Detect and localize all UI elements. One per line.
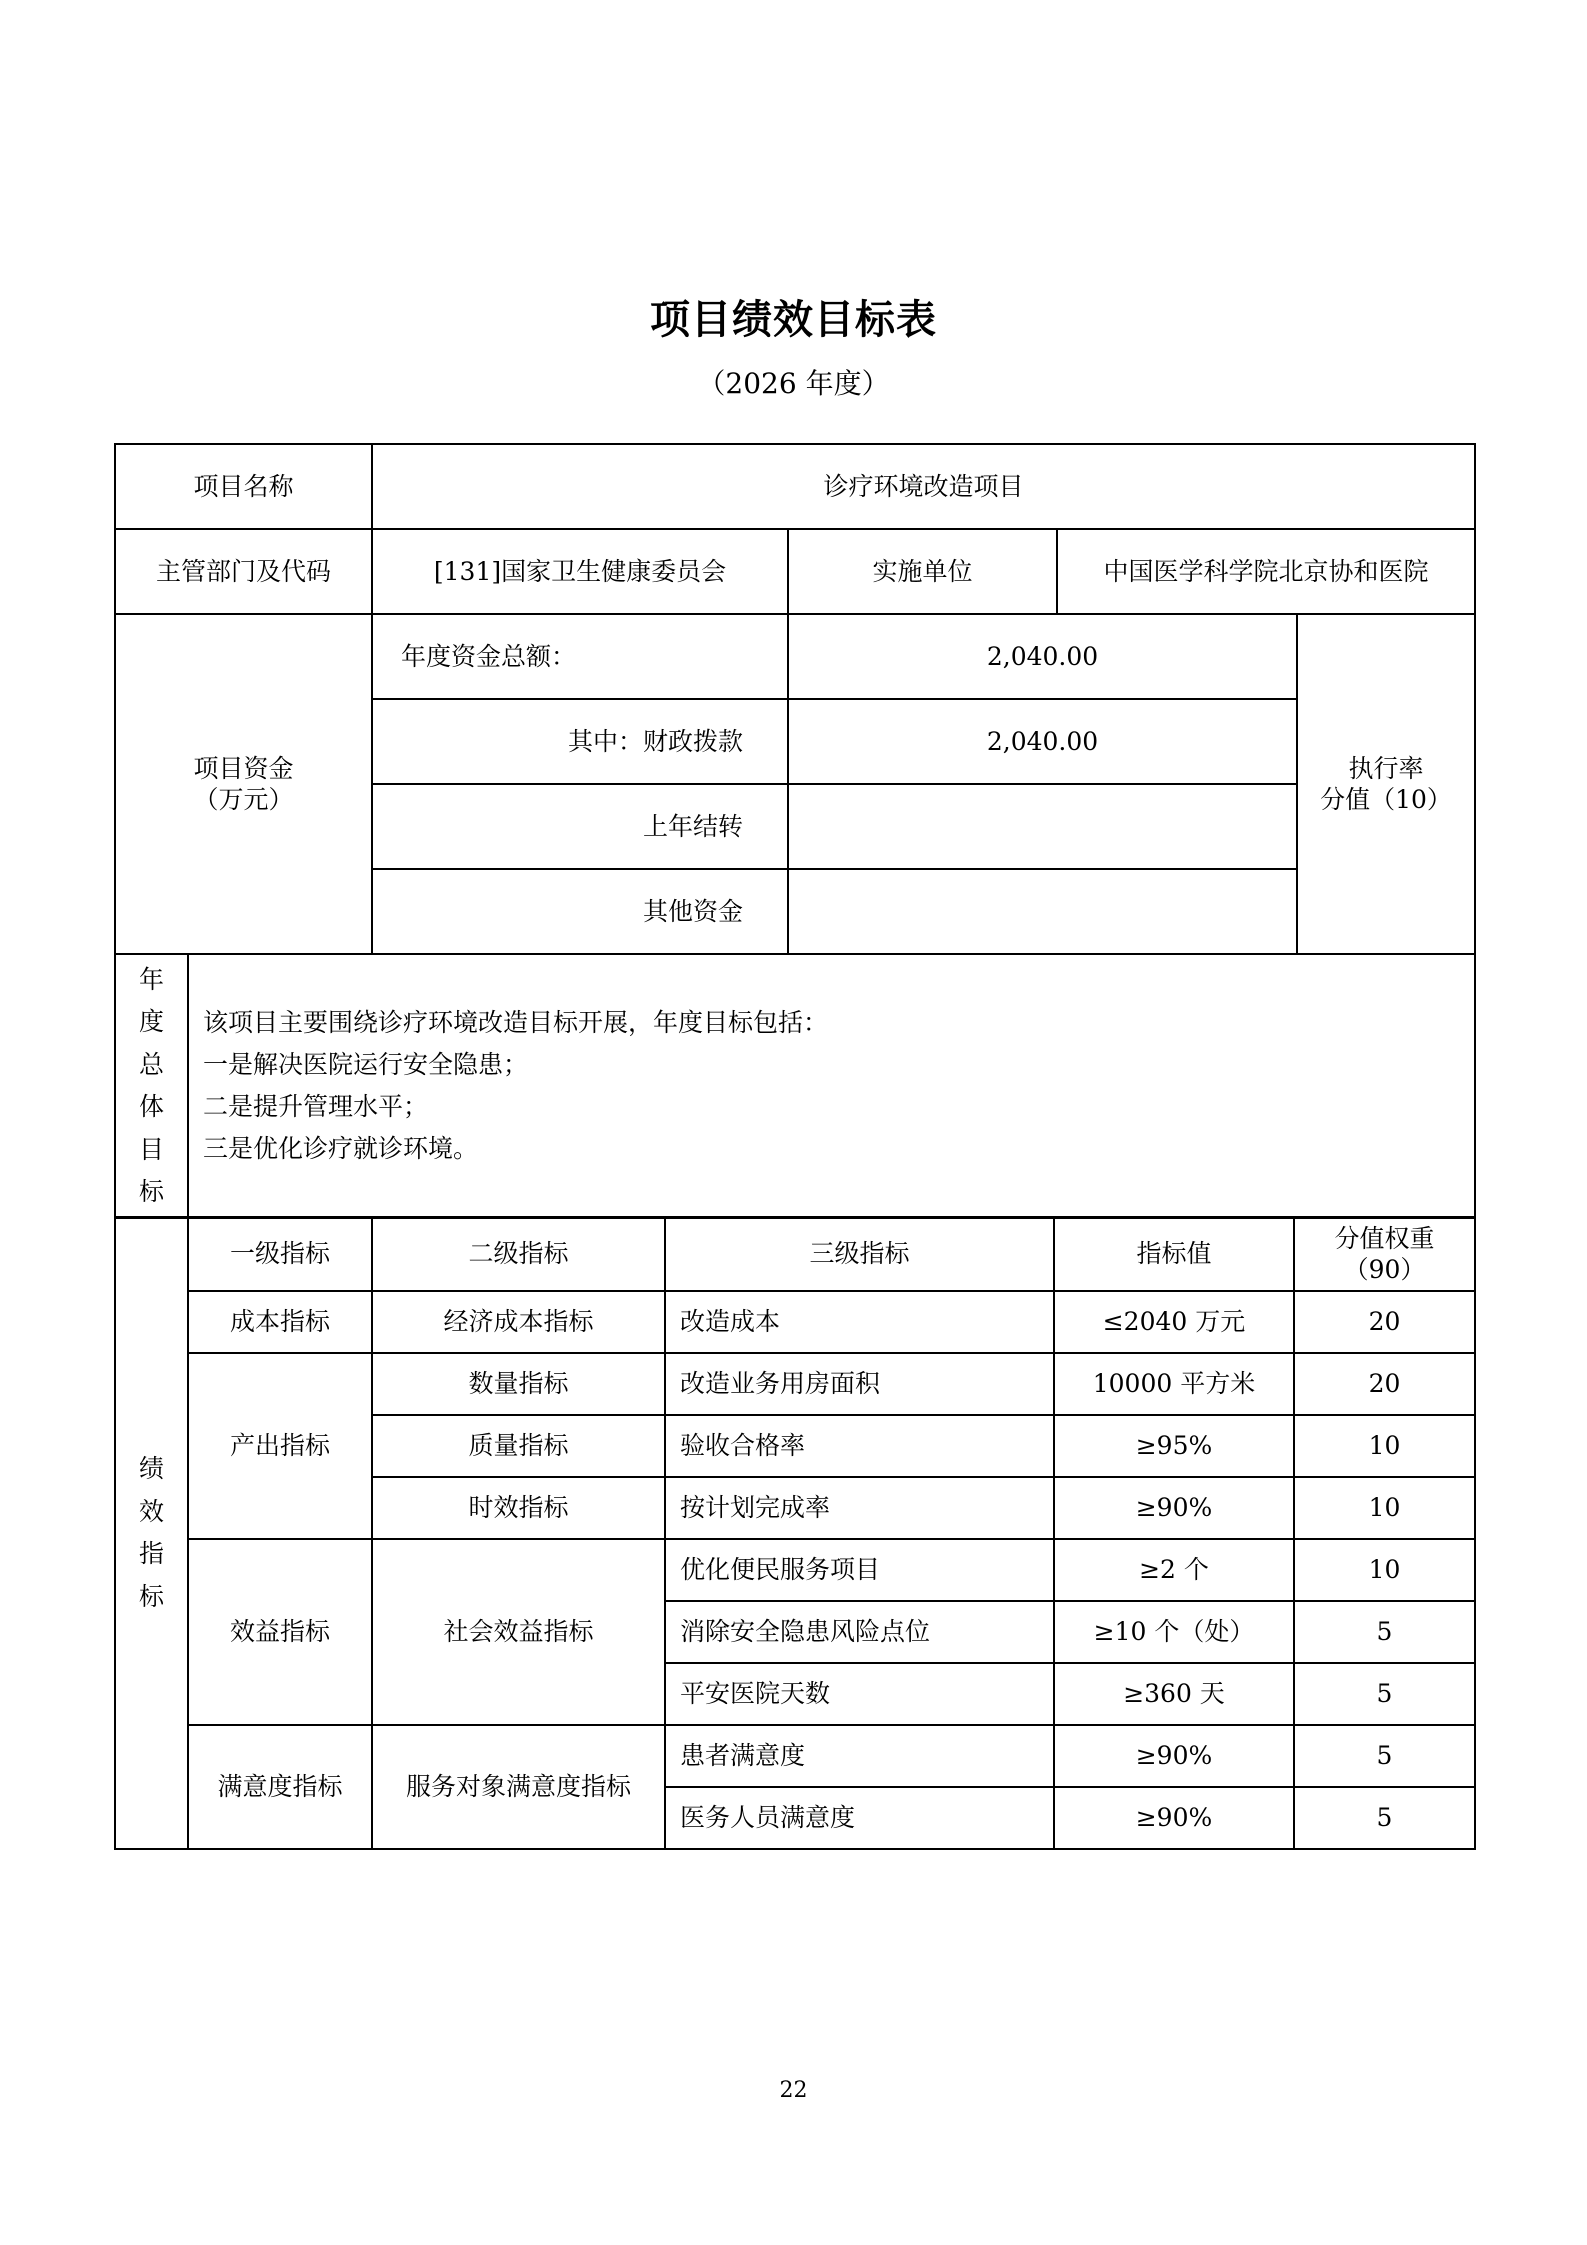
level3-cell: 优化便民服务项目 xyxy=(665,1539,1054,1601)
project-funds-label-line2: （万元） xyxy=(193,785,294,814)
level2-cell: 经济成本指标 xyxy=(372,1291,665,1353)
implementing-unit-value: 中国医学科学院北京协和医院 xyxy=(1057,529,1475,614)
execution-rate-score xyxy=(1297,614,1475,954)
project-funds-label xyxy=(115,614,372,954)
annual-objectives-row xyxy=(115,954,1475,1218)
indicator-value: ≥90% xyxy=(1054,1725,1294,1787)
objective-line: 一是解决医院运行安全隐患； xyxy=(203,1050,529,1079)
level3-cell: 改造业务用房面积 xyxy=(665,1353,1054,1415)
page-number: 22 xyxy=(779,2078,808,2103)
execution-rate-line2: 分值（10） xyxy=(1320,785,1452,814)
level3-cell: 患者满意度 xyxy=(665,1725,1054,1787)
indicator-weight: 5 xyxy=(1294,1787,1475,1849)
page-subtitle: （2026 年度） xyxy=(697,367,890,400)
indicator-weight: 5 xyxy=(1294,1601,1475,1663)
objective-line: 二是提升管理水平； xyxy=(203,1092,429,1121)
level2-cell: 质量指标 xyxy=(372,1415,665,1477)
level1-cell: 成本指标 xyxy=(188,1291,372,1353)
objectives-label-char: 目 xyxy=(138,1134,164,1164)
project-name-row xyxy=(115,444,1475,529)
indicator-row xyxy=(115,1539,1475,1601)
fund-total-value: 2,040.00 xyxy=(788,614,1297,699)
objective-line: 该项目主要围绕诊疗环境改造目标开展，年度目标包括： xyxy=(203,1008,829,1037)
indicators-label-char: 指 xyxy=(138,1539,164,1568)
fund-other-label: 其他资金 xyxy=(372,869,788,954)
header-value: 指标值 xyxy=(1054,1217,1294,1291)
objectives-label-char: 年 xyxy=(138,964,164,994)
indicator-weight: 20 xyxy=(1294,1291,1475,1353)
level2-cell: 时效指标 xyxy=(372,1477,665,1539)
indicator-value: ≤2040 万元 xyxy=(1054,1291,1294,1353)
indicator-row xyxy=(115,1291,1475,1353)
header-level3: 三级指标 xyxy=(665,1217,1054,1291)
header-weight-line1: 分值权重 xyxy=(1334,1223,1435,1253)
header-level1: 一级指标 xyxy=(188,1217,372,1291)
department-label: 主管部门及代码 xyxy=(115,529,372,614)
fund-fiscal-value: 2,040.00 xyxy=(788,699,1297,784)
indicator-value: ≥2 个 xyxy=(1054,1539,1294,1601)
performance-indicators-label xyxy=(115,1217,188,1849)
fund-total-label: 年度资金总额： xyxy=(372,614,788,699)
level3-cell: 验收合格率 xyxy=(665,1415,1054,1477)
indicator-value: 10000 平方米 xyxy=(1054,1353,1294,1415)
project-name-label: 项目名称 xyxy=(115,444,372,529)
indicators-label-char: 效 xyxy=(138,1496,164,1526)
indicator-value: ≥360 天 xyxy=(1054,1663,1294,1725)
objectives-label-char: 度 xyxy=(138,1007,164,1036)
indicators-header-row xyxy=(115,1217,1475,1291)
indicators-label-char: 标 xyxy=(138,1581,164,1611)
level1-cell: 产出指标 xyxy=(188,1353,372,1539)
department-value: [131]国家卫生健康委员会 xyxy=(372,529,788,614)
level2-cell: 数量指标 xyxy=(372,1353,665,1415)
annual-objectives-label xyxy=(115,954,188,1218)
indicator-value: ≥95% xyxy=(1054,1415,1294,1477)
level3-cell: 改造成本 xyxy=(665,1291,1054,1353)
annual-objectives-text xyxy=(188,954,1475,1218)
execution-rate-line1: 执行率 xyxy=(1348,753,1424,783)
indicator-value: ≥10 个（处） xyxy=(1054,1601,1294,1663)
objective-line: 三是优化诊疗就诊环境。 xyxy=(203,1134,479,1163)
level3-cell: 平安医院天数 xyxy=(665,1663,1054,1725)
fund-carryover-value xyxy=(788,784,1297,869)
objectives-label-char: 总 xyxy=(138,1049,164,1079)
indicator-row xyxy=(115,1353,1475,1415)
indicator-weight: 20 xyxy=(1294,1353,1475,1415)
implementing-unit-label: 实施单位 xyxy=(788,529,1057,614)
indicators-label-char: 绩 xyxy=(138,1454,164,1483)
level3-cell: 医务人员满意度 xyxy=(665,1787,1054,1849)
project-name-value: 诊疗环境改造项目 xyxy=(372,444,1475,529)
indicator-weight: 5 xyxy=(1294,1725,1475,1787)
fund-fiscal-label: 其中：财政拨款 xyxy=(372,699,788,784)
indicator-value: ≥90% xyxy=(1054,1787,1294,1849)
level1-cell: 效益指标 xyxy=(188,1539,372,1725)
indicator-weight: 5 xyxy=(1294,1663,1475,1725)
indicator-weight: 10 xyxy=(1294,1477,1475,1539)
level1-cell: 满意度指标 xyxy=(188,1725,372,1849)
level2-cell: 社会效益指标 xyxy=(372,1539,665,1725)
level3-cell: 消除安全隐患风险点位 xyxy=(665,1601,1054,1663)
indicator-value: ≥90% xyxy=(1054,1477,1294,1539)
page-title: 项目绩效目标表 xyxy=(650,297,937,343)
project-funds-label-line1: 项目资金 xyxy=(193,753,294,783)
indicator-weight: 10 xyxy=(1294,1539,1475,1601)
objectives-label-char: 体 xyxy=(138,1092,164,1121)
header-level2: 二级指标 xyxy=(372,1217,665,1291)
performance-indicators-table xyxy=(114,1216,1476,1850)
indicator-row xyxy=(115,1725,1475,1787)
header-weight-line2: （90） xyxy=(1343,1255,1426,1284)
level3-cell: 按计划完成率 xyxy=(665,1477,1054,1539)
indicator-weight: 10 xyxy=(1294,1415,1475,1477)
department-row xyxy=(115,529,1475,614)
fund-other-value xyxy=(788,869,1297,954)
project-info-table xyxy=(114,443,1476,1219)
objectives-label-char: 标 xyxy=(138,1177,164,1206)
level2-cell: 服务对象满意度指标 xyxy=(372,1725,665,1849)
fund-carryover-label: 上年结转 xyxy=(372,784,788,869)
fund-row xyxy=(115,614,1475,699)
header-weight xyxy=(1294,1217,1475,1291)
